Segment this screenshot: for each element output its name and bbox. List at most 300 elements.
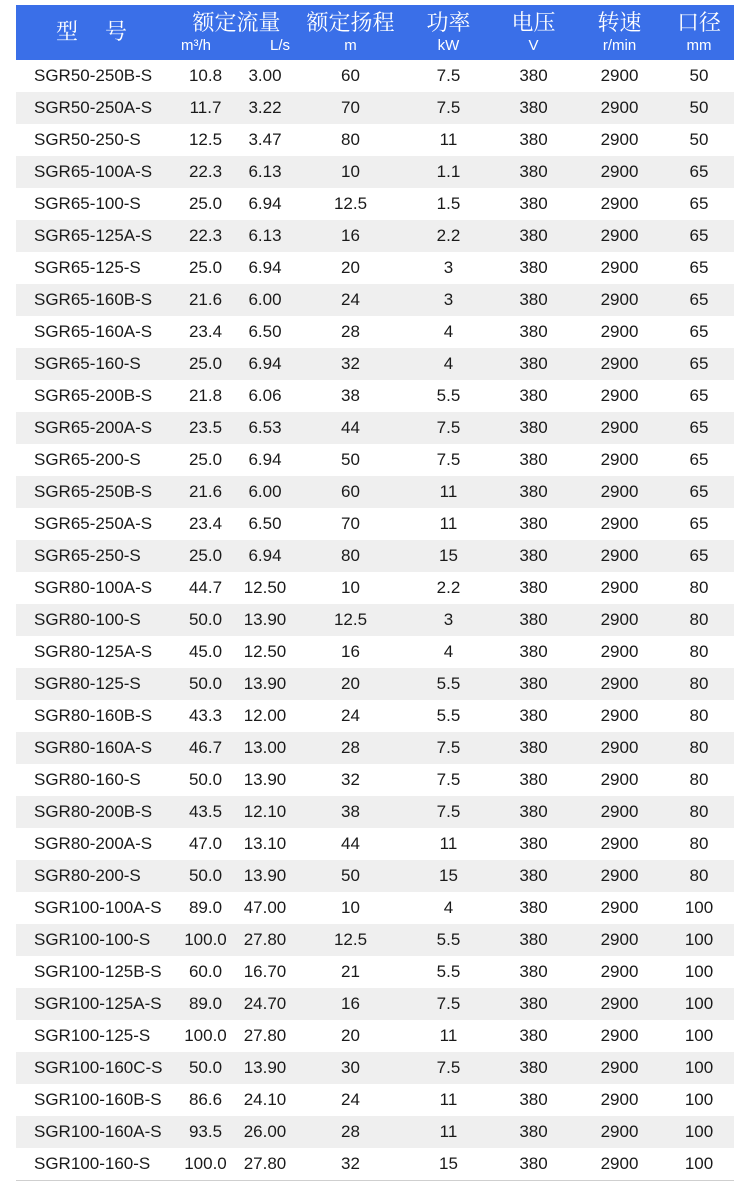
flow-m3h-cell: 21.6: [188, 482, 223, 501]
table-row: [16, 540, 734, 572]
flow-ls-cell: 24.10: [243, 1090, 287, 1109]
voltage-cell: 380: [519, 418, 548, 437]
diameter-cell: 50: [689, 98, 709, 117]
head-cell: 80: [341, 130, 360, 149]
speed-cell: 2900: [600, 610, 639, 629]
flow-ls-cell: 12.50: [243, 642, 287, 661]
flow-ls-cell: 13.90: [243, 866, 287, 885]
model-cell: SGR80-200A-S: [34, 834, 153, 853]
model-cell: SGR50-250A-S: [34, 98, 153, 117]
model-cell: SGR65-125-S: [34, 258, 141, 277]
pump-spec-table: [16, 5, 734, 1181]
model-cell: SGR65-200A-S: [34, 418, 153, 437]
diameter-cell: 65: [689, 322, 709, 341]
flow-ls-cell: 6.06: [248, 386, 282, 405]
flow-ls-cell: 6.50: [248, 514, 282, 533]
speed-cell: 2900: [600, 1154, 639, 1173]
header-head: [296, 10, 405, 54]
flow-m3h-cell: 22.3: [188, 162, 223, 181]
table-bottom-divider: [16, 1180, 734, 1181]
flow-ls-cell: 12.50: [243, 578, 287, 597]
power-cell: 7.5: [436, 770, 461, 789]
diameter-cell: 65: [689, 290, 709, 309]
power-cell: 11: [439, 514, 458, 533]
diameter-cell: 100: [684, 1058, 714, 1077]
flow-ls-cell: 16.70: [243, 962, 287, 981]
flow-m3h-cell: 43.5: [188, 802, 223, 821]
power-cell: 11: [439, 1026, 458, 1045]
table-row: [16, 924, 734, 956]
table-row: [16, 604, 734, 636]
voltage-cell: 380: [519, 482, 548, 501]
head-cell: 10: [341, 898, 360, 917]
flow-m3h-cell: 25.0: [188, 450, 223, 469]
power-cell: 7.5: [436, 450, 461, 469]
model-cell: SGR100-160B-S: [34, 1090, 162, 1109]
head-cell: 70: [341, 98, 360, 117]
voltage-cell: 380: [519, 930, 548, 949]
power-cell: 2.2: [436, 578, 461, 597]
header-speed-label: 转速: [597, 10, 642, 36]
table-row: [16, 316, 734, 348]
header-flow: [177, 10, 296, 54]
power-cell: 4: [443, 322, 454, 341]
head-cell: 44: [341, 418, 360, 437]
power-cell: 7.5: [436, 994, 461, 1013]
diameter-cell: 80: [689, 866, 709, 885]
model-cell: SGR100-160A-S: [34, 1122, 162, 1141]
flow-ls-cell: 6.50: [248, 322, 282, 341]
head-cell: 12.5: [333, 930, 368, 949]
voltage-cell: 380: [519, 994, 548, 1013]
speed-cell: 2900: [600, 482, 639, 501]
model-cell: SGR100-100A-S: [34, 898, 162, 917]
model-cell: SGR65-100-S: [34, 194, 141, 213]
flow-ls-cell: 12.00: [243, 706, 287, 725]
table-row: [16, 636, 734, 668]
speed-cell: 2900: [600, 706, 639, 725]
table-row: [16, 1116, 734, 1148]
header-flow-label: 额定流量: [192, 10, 281, 36]
flow-m3h-cell: 100.0: [184, 930, 227, 949]
flow-m3h-cell: 23.4: [188, 322, 223, 341]
model-cell: SGR65-200-S: [34, 450, 141, 469]
speed-cell: 2900: [600, 226, 639, 245]
power-cell: 4: [443, 354, 454, 373]
flow-ls-cell: 47.00: [243, 898, 287, 917]
speed-cell: 2900: [600, 1026, 639, 1045]
head-cell: 28: [341, 738, 360, 757]
model-cell: SGR65-250A-S: [34, 514, 153, 533]
diameter-cell: 100: [684, 1090, 714, 1109]
diameter-cell: 80: [689, 834, 709, 853]
speed-cell: 2900: [600, 1058, 639, 1077]
head-cell: 60: [341, 66, 360, 85]
head-cell: 21: [341, 962, 360, 981]
flow-m3h-cell: 21.6: [188, 290, 223, 309]
speed-cell: 2900: [600, 258, 639, 277]
table-row: [16, 476, 734, 508]
power-cell: 5.5: [436, 386, 461, 405]
flow-ls-cell: 6.00: [248, 482, 282, 501]
model-cell: SGR50-250B-S: [34, 66, 153, 85]
model-cell: SGR80-125-S: [34, 674, 141, 693]
header-power: [405, 10, 492, 54]
head-cell: 28: [341, 1122, 360, 1141]
flow-m3h-cell: 25.0: [188, 258, 223, 277]
voltage-cell: 380: [519, 322, 548, 341]
model-cell: SGR80-125A-S: [34, 642, 153, 661]
table-row: [16, 700, 734, 732]
flow-m3h-cell: 50.0: [188, 866, 223, 885]
table-row: [16, 796, 734, 828]
head-cell: 12.5: [333, 194, 368, 213]
flow-m3h-cell: 46.7: [188, 738, 223, 757]
flow-ls-cell: 13.90: [243, 770, 287, 789]
head-cell: 38: [341, 386, 360, 405]
flow-m3h-cell: 22.3: [188, 226, 223, 245]
flow-ls-cell: 27.80: [243, 1026, 287, 1045]
header-flow-units: [177, 38, 296, 53]
model-cell: SGR80-100-S: [34, 610, 141, 629]
flow-ls-cell: 13.90: [243, 674, 287, 693]
table-header: [16, 5, 734, 60]
speed-cell: 2900: [600, 1122, 639, 1141]
power-cell: 7.5: [436, 738, 461, 757]
model-cell: SGR65-160A-S: [34, 322, 153, 341]
voltage-cell: 380: [519, 450, 548, 469]
header-model-label: 型 号: [56, 19, 137, 45]
power-cell: 5.5: [436, 962, 461, 981]
speed-cell: 2900: [600, 514, 639, 533]
flow-m3h-cell: 25.0: [188, 354, 223, 373]
flow-m3h-cell: 25.0: [188, 194, 223, 213]
table-row: [16, 1020, 734, 1052]
head-cell: 16: [341, 994, 360, 1013]
speed-cell: 2900: [600, 770, 639, 789]
voltage-cell: 380: [519, 1058, 548, 1077]
model-cell: SGR100-125-S: [34, 1026, 151, 1045]
flow-ls-cell: 3.22: [248, 98, 282, 117]
model-cell: SGR65-250-S: [34, 546, 141, 565]
head-cell: 38: [341, 802, 360, 821]
voltage-cell: 380: [519, 1090, 548, 1109]
voltage-cell: 380: [519, 66, 548, 85]
header-power-label: 功率: [426, 10, 471, 36]
head-cell: 50: [341, 866, 360, 885]
table-row: [16, 892, 734, 924]
power-cell: 4: [443, 642, 454, 661]
speed-cell: 2900: [600, 738, 639, 757]
voltage-cell: 380: [519, 802, 548, 821]
flow-m3h-cell: 86.6: [188, 1090, 223, 1109]
header-diameter: [664, 10, 734, 54]
flow-m3h-cell: 45.0: [188, 642, 223, 661]
voltage-cell: 380: [519, 834, 548, 853]
speed-cell: 2900: [600, 546, 639, 565]
head-cell: 32: [341, 354, 360, 373]
head-cell: 12.5: [333, 610, 368, 629]
voltage-cell: 380: [519, 866, 548, 885]
header-diameter-unit: mm: [686, 36, 712, 54]
flow-ls-cell: 13.00: [243, 738, 287, 757]
flow-m3h-cell: 47.0: [188, 834, 223, 853]
table-row: [16, 860, 734, 892]
power-cell: 7.5: [436, 1058, 461, 1077]
speed-cell: 2900: [600, 642, 639, 661]
head-cell: 28: [341, 322, 360, 341]
flow-ls-cell: 3.47: [248, 130, 282, 149]
speed-cell: 2900: [600, 194, 639, 213]
speed-cell: 2900: [600, 962, 639, 981]
header-model: [16, 19, 177, 45]
speed-cell: 2900: [600, 354, 639, 373]
table-row: [16, 188, 734, 220]
diameter-cell: 50: [689, 66, 709, 85]
power-cell: 11: [439, 130, 458, 149]
model-cell: SGR80-200-S: [34, 866, 141, 885]
voltage-cell: 380: [519, 770, 548, 789]
voltage-cell: 380: [519, 546, 548, 565]
power-cell: 11: [439, 482, 458, 501]
model-cell: SGR65-125A-S: [34, 226, 153, 245]
model-cell: SGR80-200B-S: [34, 802, 153, 821]
header-diameter-label: 口径: [676, 10, 721, 36]
voltage-cell: 380: [519, 674, 548, 693]
power-cell: 5.5: [436, 706, 461, 725]
flow-m3h-cell: 25.0: [188, 546, 223, 565]
diameter-cell: 65: [689, 514, 709, 533]
header-flow-unit-m3h: m³/h: [181, 36, 211, 54]
model-cell: SGR65-100A-S: [34, 162, 153, 181]
voltage-cell: 380: [519, 290, 548, 309]
power-cell: 15: [439, 866, 458, 885]
flow-m3h-cell: 23.4: [188, 514, 223, 533]
voltage-cell: 380: [519, 258, 548, 277]
flow-ls-cell: 13.90: [243, 610, 287, 629]
diameter-cell: 65: [689, 162, 709, 181]
flow-m3h-cell: 11.7: [189, 98, 222, 117]
speed-cell: 2900: [600, 834, 639, 853]
power-cell: 4: [443, 898, 454, 917]
power-cell: 1.5: [436, 194, 461, 213]
model-cell: SGR80-100A-S: [34, 578, 153, 597]
table-row: [16, 988, 734, 1020]
model-cell: SGR100-100-S: [34, 930, 151, 949]
flow-m3h-cell: 100.0: [184, 1026, 227, 1045]
voltage-cell: 380: [519, 962, 548, 981]
flow-m3h-cell: 43.3: [188, 706, 223, 725]
head-cell: 50: [341, 450, 360, 469]
flow-ls-cell: 6.94: [248, 354, 282, 373]
voltage-cell: 380: [519, 706, 548, 725]
head-cell: 44: [341, 834, 360, 853]
table-row: [16, 668, 734, 700]
table-row: [16, 1052, 734, 1084]
table-row: [16, 764, 734, 796]
speed-cell: 2900: [600, 418, 639, 437]
table-row: [16, 124, 734, 156]
voltage-cell: 380: [519, 226, 548, 245]
speed-cell: 2900: [600, 674, 639, 693]
table-body: [16, 60, 734, 1180]
head-cell: 32: [341, 770, 360, 789]
diameter-cell: 80: [689, 578, 709, 597]
header-speed-unit: r/min: [602, 36, 637, 54]
voltage-cell: 380: [519, 514, 548, 533]
diameter-cell: 80: [689, 674, 709, 693]
flow-ls-cell: 6.94: [248, 546, 282, 565]
table-row: [16, 572, 734, 604]
table-row: [16, 60, 734, 92]
head-cell: 32: [341, 1154, 360, 1173]
table-row: [16, 732, 734, 764]
flow-ls-cell: 6.94: [248, 194, 282, 213]
head-cell: 16: [341, 642, 360, 661]
flow-m3h-cell: 21.8: [188, 386, 223, 405]
model-cell: SGR80-160A-S: [34, 738, 153, 757]
model-cell: SGR80-160-S: [34, 770, 141, 789]
speed-cell: 2900: [600, 450, 639, 469]
header-power-unit: kW: [437, 36, 460, 54]
diameter-cell: 100: [684, 994, 714, 1013]
model-cell: SGR100-125A-S: [34, 994, 162, 1013]
flow-m3h-cell: 60.0: [188, 962, 223, 981]
model-cell: SGR80-160B-S: [34, 706, 153, 725]
voltage-cell: 380: [519, 130, 548, 149]
voltage-cell: 380: [519, 194, 548, 213]
power-cell: 3: [443, 290, 454, 309]
model-cell: SGR50-250-S: [34, 130, 141, 149]
flow-ls-cell: 13.90: [243, 1058, 287, 1077]
diameter-cell: 65: [689, 482, 709, 501]
flow-ls-cell: 26.00: [243, 1122, 287, 1141]
speed-cell: 2900: [600, 1090, 639, 1109]
diameter-cell: 65: [689, 226, 709, 245]
diameter-cell: 65: [689, 354, 709, 373]
voltage-cell: 380: [519, 610, 548, 629]
flow-ls-cell: 12.10: [243, 802, 287, 821]
flow-ls-cell: 6.00: [248, 290, 282, 309]
speed-cell: 2900: [600, 898, 639, 917]
diameter-cell: 80: [689, 770, 709, 789]
diameter-cell: 65: [689, 386, 709, 405]
flow-ls-cell: 6.94: [248, 258, 282, 277]
head-cell: 20: [341, 674, 360, 693]
diameter-cell: 100: [684, 898, 714, 917]
table-row: [16, 348, 734, 380]
speed-cell: 2900: [600, 162, 639, 181]
model-cell: SGR65-250B-S: [34, 482, 153, 501]
power-cell: 5.5: [436, 930, 461, 949]
table-row: [16, 956, 734, 988]
header-speed: [575, 10, 664, 54]
head-cell: 24: [341, 1090, 360, 1109]
head-cell: 10: [341, 162, 360, 181]
voltage-cell: 380: [519, 354, 548, 373]
power-cell: 7.5: [436, 418, 461, 437]
power-cell: 7.5: [436, 802, 461, 821]
voltage-cell: 380: [519, 1122, 548, 1141]
table-row: [16, 508, 734, 540]
flow-m3h-cell: 10.8: [188, 66, 223, 85]
voltage-cell: 380: [519, 98, 548, 117]
flow-m3h-cell: 50.0: [188, 610, 223, 629]
speed-cell: 2900: [600, 866, 639, 885]
power-cell: 15: [439, 546, 458, 565]
speed-cell: 2900: [600, 994, 639, 1013]
speed-cell: 2900: [600, 66, 639, 85]
header-voltage-unit: V: [528, 36, 539, 54]
diameter-cell: 65: [689, 546, 709, 565]
model-cell: SGR65-160B-S: [34, 290, 153, 309]
power-cell: 2.2: [436, 226, 461, 245]
diameter-cell: 100: [684, 1154, 714, 1173]
diameter-cell: 100: [684, 1026, 714, 1045]
flow-m3h-cell: 23.5: [188, 418, 223, 437]
voltage-cell: 380: [519, 898, 548, 917]
power-cell: 1.1: [436, 162, 461, 181]
power-cell: 11: [439, 834, 458, 853]
head-cell: 20: [341, 1026, 360, 1045]
model-cell: SGR100-160-S: [34, 1154, 151, 1173]
flow-ls-cell: 13.10: [243, 834, 287, 853]
table-row: [16, 220, 734, 252]
header-voltage: [492, 10, 575, 54]
model-cell: SGR65-160-S: [34, 354, 141, 373]
speed-cell: 2900: [600, 930, 639, 949]
diameter-cell: 100: [684, 1122, 714, 1141]
flow-ls-cell: 6.13: [248, 162, 282, 181]
voltage-cell: 380: [519, 1026, 548, 1045]
flow-ls-cell: 3.00: [248, 66, 282, 85]
flow-m3h-cell: 50.0: [188, 674, 223, 693]
flow-m3h-cell: 89.0: [188, 994, 223, 1013]
voltage-cell: 380: [519, 642, 548, 661]
header-head-unit: m: [344, 36, 357, 54]
flow-m3h-cell: 50.0: [188, 1058, 223, 1077]
flow-m3h-cell: 93.5: [188, 1122, 223, 1141]
model-cell: SGR65-200B-S: [34, 386, 153, 405]
diameter-cell: 100: [684, 930, 714, 949]
speed-cell: 2900: [600, 98, 639, 117]
head-cell: 16: [341, 226, 360, 245]
head-cell: 10: [341, 578, 360, 597]
table-row: [16, 284, 734, 316]
flow-ls-cell: 24.70: [243, 994, 287, 1013]
diameter-cell: 80: [689, 706, 709, 725]
power-cell: 7.5: [436, 98, 461, 117]
speed-cell: 2900: [600, 578, 639, 597]
model-cell: SGR100-160C-S: [34, 1058, 163, 1077]
flow-m3h-cell: 44.7: [188, 578, 223, 597]
header-head-label: 额定扬程: [306, 10, 395, 36]
voltage-cell: 380: [519, 162, 548, 181]
head-cell: 30: [341, 1058, 360, 1077]
head-cell: 20: [341, 258, 360, 277]
power-cell: 3: [443, 258, 454, 277]
head-cell: 70: [341, 514, 360, 533]
diameter-cell: 80: [689, 642, 709, 661]
flow-ls-cell: 6.13: [248, 226, 282, 245]
speed-cell: 2900: [600, 322, 639, 341]
table-row: [16, 380, 734, 412]
diameter-cell: 65: [689, 258, 709, 277]
diameter-cell: 65: [689, 194, 709, 213]
diameter-cell: 80: [689, 738, 709, 757]
table-row: [16, 444, 734, 476]
table-row: [16, 828, 734, 860]
